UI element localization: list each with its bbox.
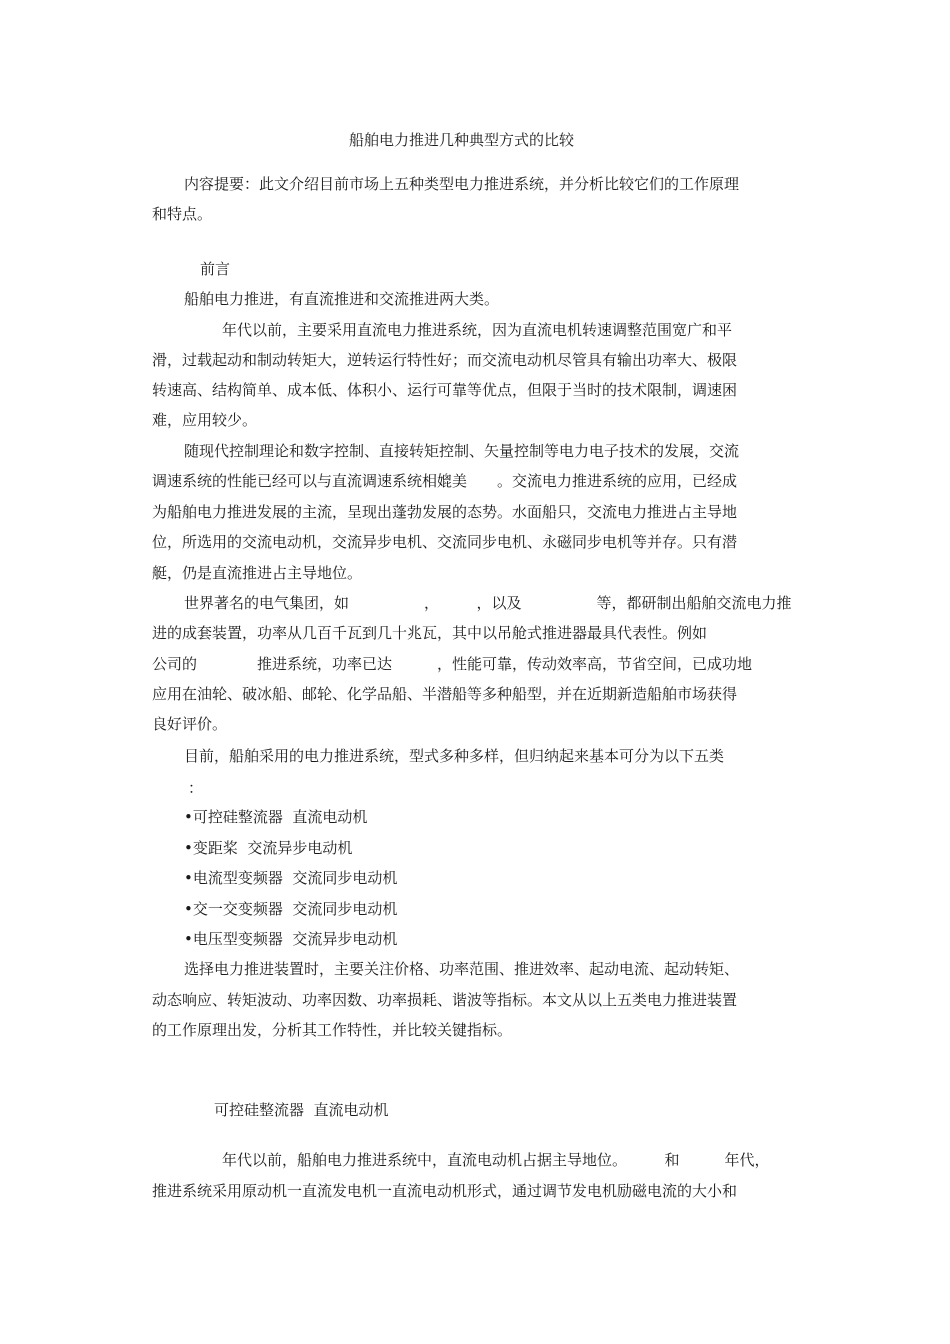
section-heading: 可控硅整流器 直流电动机 (214, 1101, 389, 1119)
paragraph-line: 推进系统采用原动机一直流发电机一直流电动机形式，通过调节发电机励磁电流的大小和 (152, 1182, 738, 1200)
paragraph-line: 位，所选用的交流电动机，交流异步电机、交流同步电机、永磁同步电机等并存。只有潜 (152, 533, 738, 551)
paragraph-line: 调速系统的性能已经可以与直流调速系统相媲美 。交流电力推进系统的应用，已经成 (152, 472, 738, 490)
paragraph-line: ： (188, 779, 204, 797)
paragraph-line: 公司的 推进系统，功率已达 ，性能可靠，传动效率高，节省空间，已成功地 (152, 655, 753, 673)
paragraph-line: 为船舶电力推进发展的主流，呈现出蓬勃发展的态势。水面船只，交流电力推进占主导地 (152, 503, 738, 521)
abstract-line: 内容提要：此文介绍目前市场上五种类型电力推进系统，并分析比较它们的工作原理 (184, 175, 740, 193)
abstract-line: 和特点。 (152, 205, 213, 223)
paragraph-line: 转速高、结构简单、成本低、体积小、运行可靠等优点，但限于当时的技术限制，调速困 (152, 381, 738, 399)
list-item: •电流型变频器 交流同步电动机 (184, 869, 398, 887)
preface-heading: 前言 (200, 260, 231, 278)
list-item: •可控硅整流器 直流电动机 (184, 808, 368, 826)
document-title: 船舶电力推进几种典型方式的比较 (349, 131, 575, 149)
paragraph-line: 随现代控制理论和数字控制、直接转矩控制、矢量控制等电力电子技术的发展，交流 (184, 442, 740, 460)
paragraph-line: 目前，船舶采用的电力推进系统，型式多种多样，但归纳起来基本可分为以下五类 (184, 747, 725, 765)
paragraph-line: 良好评价。 (152, 715, 228, 733)
paragraph-line: 选择电力推进装置时，主要关注价格、功率范围、推进效率、起动电流、起动转矩、 (184, 960, 740, 978)
list-item: •电压型变频器 交流异步电动机 (184, 930, 398, 948)
paragraph-line: 滑，过载起动和制动转矩大，逆转运行特性好；而交流电动机尽管具有输出功率大、极限 (152, 351, 738, 369)
paragraph-line: 进的成套装置，功率从几百千瓦到几十兆瓦，其中以吊舱式推进器最具代表性。例如 (152, 624, 708, 642)
paragraph-line: 年代以前，船舶电力推进系统中，直流电动机占据主导地位。 和 年代， (222, 1151, 770, 1169)
paragraph-line: 艇，仍是直流推进占主导地位。 (152, 564, 363, 582)
paragraph-line: 船舶电力推进，有直流推进和交流推进两大类。 (184, 290, 500, 308)
paragraph-line: 的工作原理出发，分析其工作特性，并比较关键指标。 (152, 1021, 513, 1039)
paragraph-line: 世界著名的电气集团，如 ， ，以及 等，都研制出船舶交流电力推 (184, 594, 792, 612)
list-item: •变距桨 交流异步电动机 (184, 839, 353, 857)
paragraph-line: 年代以前，主要采用直流电力推进系统，因为直流电机转速调整范围宽广和平 (222, 321, 733, 339)
paragraph-line: 动态响应、转矩波动、功率因数、功率损耗、谐波等指标。本文从以上五类电力推进装置 (152, 991, 738, 1009)
paragraph-line: 应用在油轮、破冰船、邮轮、化学品船、半潜船等多种船型，并在近期新造船舶市场获得 (152, 685, 738, 703)
paragraph-line: 难，应用较少。 (152, 411, 258, 429)
list-item: •交一交变频器 交流同步电动机 (184, 900, 398, 918)
